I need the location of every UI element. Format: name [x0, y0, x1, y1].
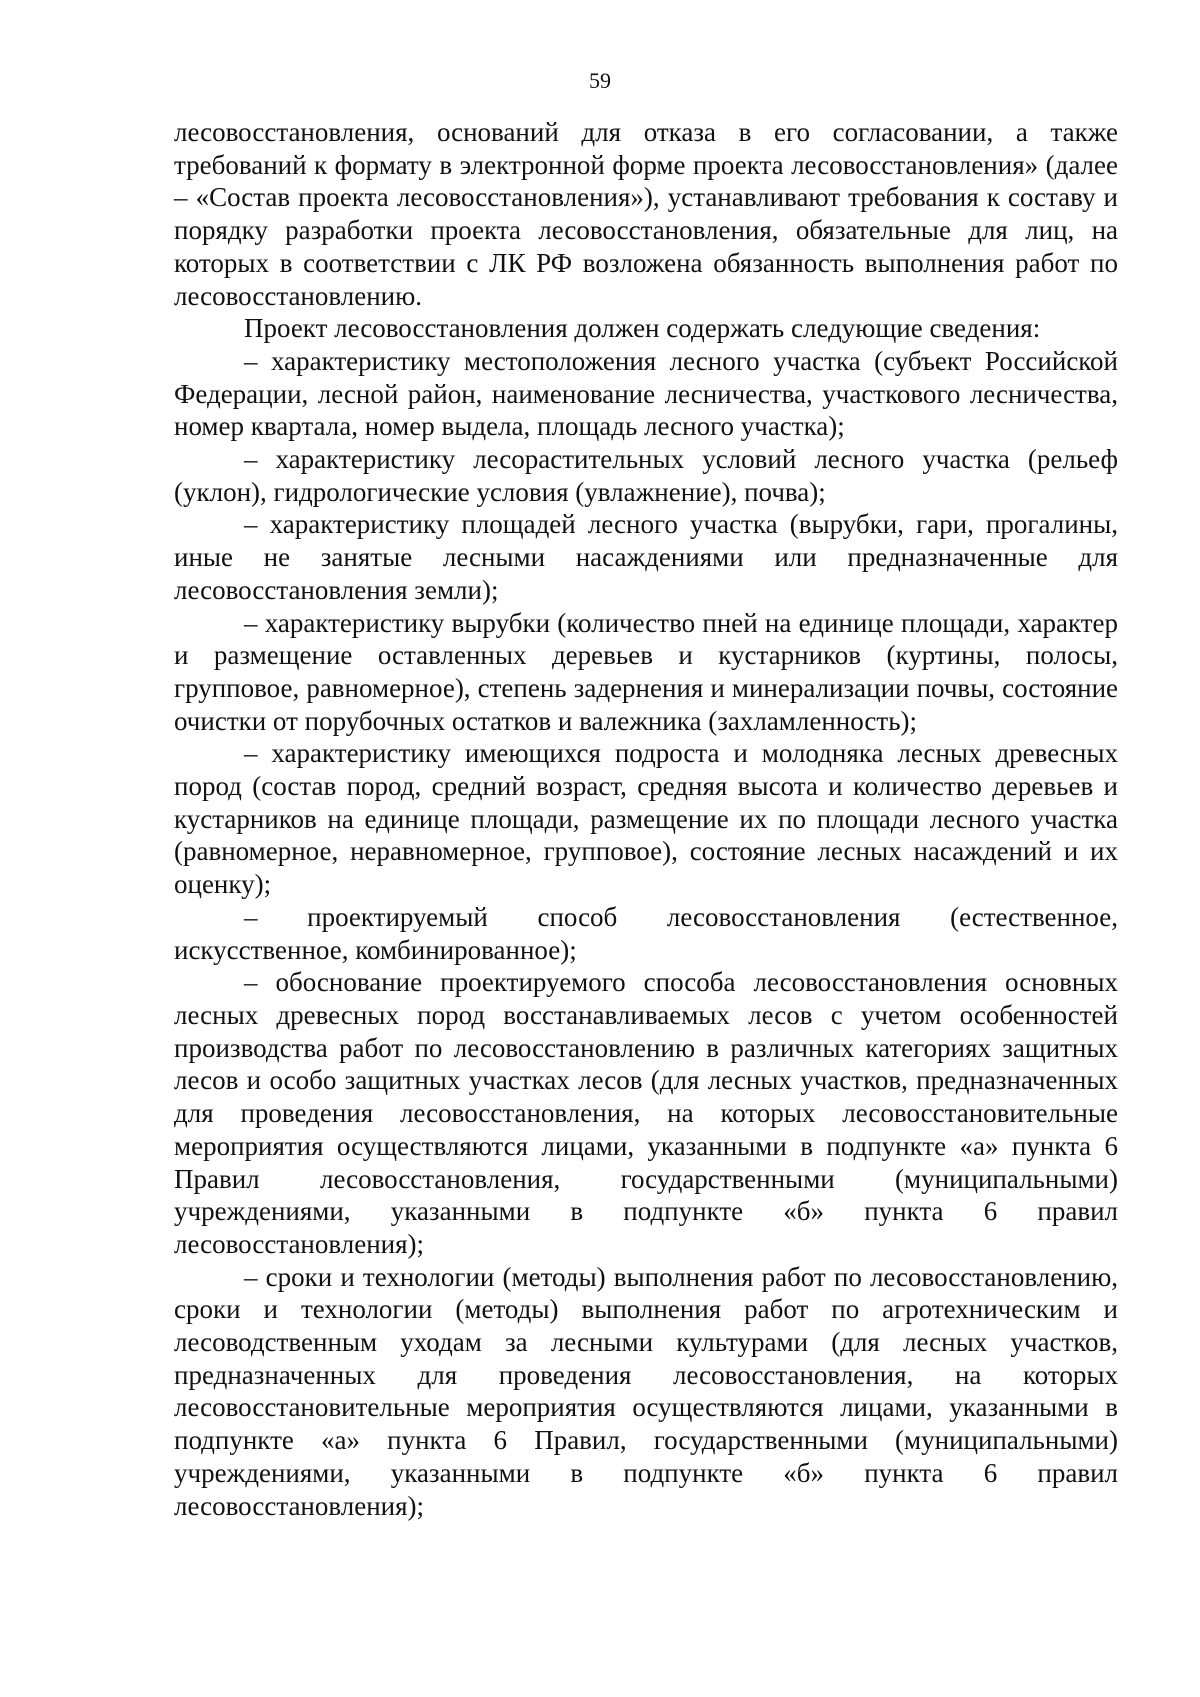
document-body: [174, 116, 1118, 1522]
list-item-location: – характеристику местоположения лесного участка (субъект Российской Федерации, лесной район, наименование лесничества, участкового лесничества, номер квартала, номер выдела, площадь лесного участка);: [174, 345, 1118, 442]
paragraph-intro: Проект лесовосстановления должен содержать следующие сведения:: [244, 313, 1041, 344]
list-item-growing-conditions: – характеристику лесорастительных условий лесного участка (рельеф (уклон), гидрологические условия (увлажнение), почва);: [174, 444, 1118, 507]
list-item-undergrowth: – характеристику имеющихся подроста и молодняка лесных древесных пород (состав пород, средний возраст, средняя высота и количество деревьев и кустарников на единице площади, размещение их по площади лесного участка (равномерное, неравномерное, групповое), состояние лесных насаждений и их оценку);: [174, 738, 1118, 900]
paragraph-continuation: лесовосстановления, оснований для отказа в его согласовании, а также требований к формату в электронной форме проекта лесовосстановления» (далее – «Состав проекта лесовосстановления»), устанавливают требования к составу и порядку разработки проекта лесовосстановления, обязательные для лиц, на которых в соответствии с ЛК РФ возложена обязанность выполнения работ по лесовосстановлению.: [174, 117, 1118, 311]
page-number: 59: [589, 68, 611, 93]
list-item-method: – проектируемый способ лесовосстановления (естественное, искусственное, комбинированное);: [174, 901, 1118, 965]
list-item-clearing: – характеристику вырубки (количество пней на единице площади, характер и размещение оставленных деревьев и кустарников (куртины, полосы, групповое, равномерное), степень задернения и минерализации почвы, состояние очистки от порубочных остатков и валежника (захламленность);: [174, 607, 1118, 736]
list-item-timing: – сроки и технологии (методы) выполнения работ по лесовосстановлению, сроки и технологии (методы) выполнения работ по агротехническим и лесоводственным уходам за лесными культурами (для лесных участков, предназначенных для проведения лесовосстановления, на которых лесовосстановительные мероприятия осуществляются лицами, указанными в подпункте «а» пункта 6 Правил, государственными (муниципальными) учреждениями, указанными в подпункте «б» пункта 6 правил лесовосстановления);: [174, 1261, 1118, 1521]
list-item-areas: – характеристику площадей лесного участка (вырубки, гари, прогалины, иные не занятые лесными насаждениями или предназначенные для лесовосстановления земли);: [174, 509, 1118, 605]
list-item-justification: – обоснование проектируемого способа лесовосстановления основных лесных древесных пород восстанавливаемых лесов с учетом особенностей производства работ по лесовосстановлению в различных категориях защитных лесов и особо защитных участках лесов (для лесных участков, предназначенных для проведения лесовосстановления, на которых лесовосстановительные мероприятия осуществляются лицами, указанными в подпункте «а» пункта 6 Правил лесовосстановления, государственными (муниципальными) учреждениями, указанными в подпункте «б» пункта 6 правил лесовосстановления);: [174, 967, 1118, 1259]
